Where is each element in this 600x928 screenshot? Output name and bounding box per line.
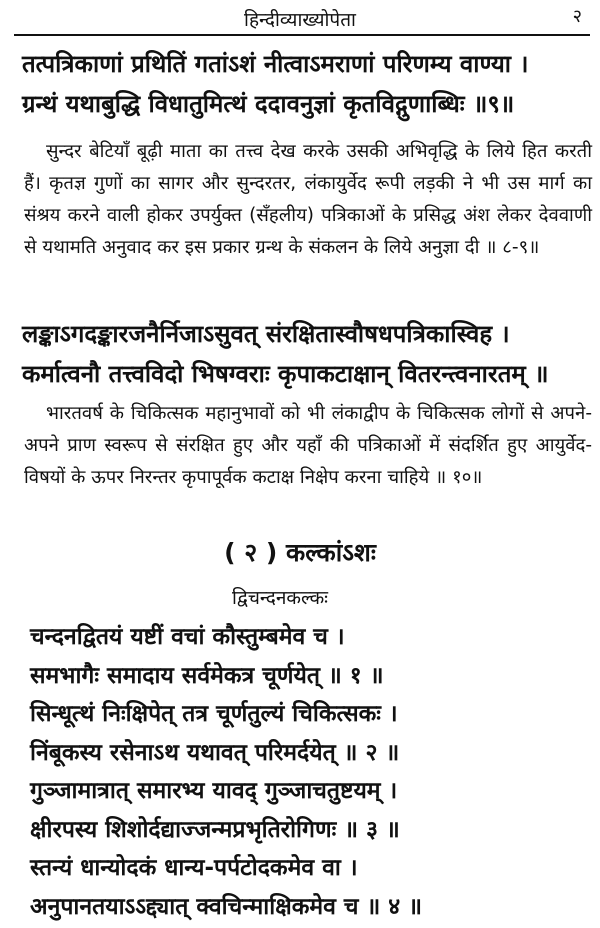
recipe-line: अनुपानतयाऽऽद्द्यात् क्वचिन्माक्षिकमेव च ॥ ४ ॥ (30, 893, 423, 920)
recipe-verses (30, 618, 590, 926)
verse-line: ग्रन्थं यथाबुद्धि विधातुमित्थं ददावनुज्ञां कृतविद्गुणाब्धिः ॥९॥ (22, 90, 515, 118)
page-number: २ (572, 6, 582, 27)
page-header (0, 0, 600, 34)
verse-line: तत्पत्रिकाणां प्रथितिं गतांऽशं नीत्वाऽमराणां परिणम्य वाण्या । (22, 50, 529, 78)
verse-block-2 (22, 314, 590, 394)
recipe-line: गुञ्जामात्रात् समारभ्य यावद् गुञ्जाचतुष्टयम् । (30, 778, 398, 804)
section-heading: ( २ ) कल्कांऽशः (224, 538, 376, 567)
verse-block-1 (22, 44, 590, 124)
recipe-line: निंबूकस्य रसेनाऽथ यथावत् परिमर्दयेत् ॥ २ ॥ (30, 739, 400, 766)
running-title: हिन्दीव्याख्योपेता (244, 9, 356, 31)
recipe-line: स्तन्यं धान्योदकं धान्य-पर्पटोदकमेव वा । (30, 855, 358, 881)
recipe-line: चन्दनद्वितयं यष्टीं वचां कौस्तुम्बमेव च । (30, 624, 345, 650)
recipe-line: समभागैः समादाय सर्वमेकत्र चूर्णयेत् ॥ १ ॥ (30, 662, 384, 689)
commentary-paragraph-2: भारतवर्ष के चिकित्सक महानुभावों को भी लंकाद्वीप के चिकित्सक लोगों से अपने-अपने प्राण स्वरूप से संरक्षित हुए और यहाँ की पत्रिकाओं में संदर्शित हुए आयुर्वेद-विषयों के ऊपर निरन्तर कृपापूर्वक कटाक्ष निक्षेप करना चाहिये ॥ १०॥ (24, 403, 592, 488)
verse-line: लङ्काऽगदङ्कारजनैर्निजाऽसुवत् संरक्षितास्वौषधपत्रिकास्विह । (22, 320, 510, 348)
recipe-line: क्षीरपस्य शिशोर्दद्याज्जन्मप्रभृतिरोगिणः ॥ ३ ॥ (30, 816, 400, 843)
verse-line: कर्मात्वनौ तत्त्वविदो भिषग्वराः कृपाकटाक्षान् वितरन्त्वनारतम् ॥ (22, 360, 549, 388)
commentary-paragraph-1: सुन्दर बेटियाँ बूढ़ी माता का तत्त्व देख करके उसकी अभिवृद्धि के लिये हित करती हैं। कृतज्ञ गुणों का सागर और सुन्दरतर, लंकायुर्वेद रूपी लड़की ने भी उस मार्ग का संश्रय करने वाली होकर उपर्युक्त (सँहलीय) पत्रिकाओं के प्रसिद्ध अंश लेकर देववाणी से यथामति अनुवाद कर इस प्रकार ग्रन्थ के संकलन के लिये अनुज्ञा दी ॥ ८-९॥ (24, 141, 592, 258)
header-rule (14, 34, 590, 36)
recipe-line: सिन्धूत्थं निःक्षिपेत् तत्र चूर्णतुल्यं चिकित्सकः । (30, 701, 398, 727)
recipe-title: द्विचन्दनकल्कः (232, 587, 329, 609)
